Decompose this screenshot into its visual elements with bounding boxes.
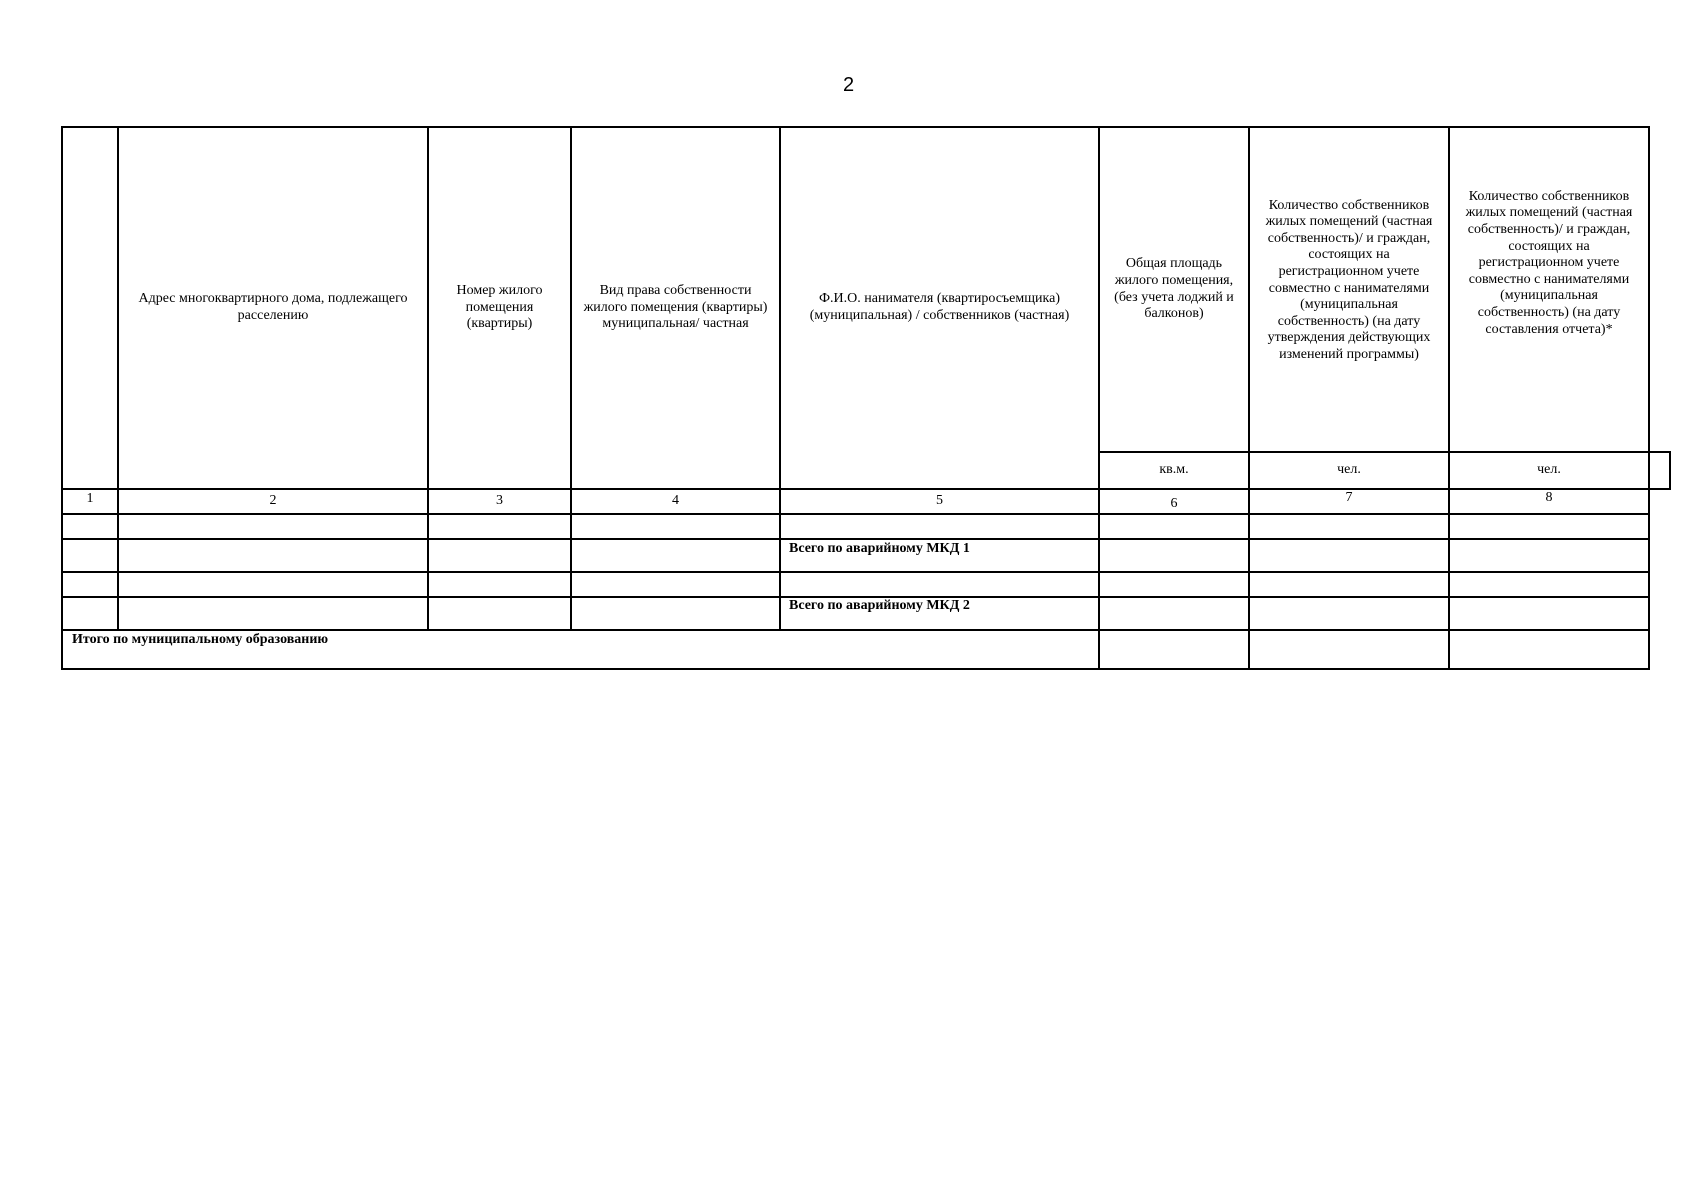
table-border-left [61,126,63,670]
grand-total-label: Итого по муниципальному образованию [72,632,329,647]
total-mkd2-label: Всего по аварийному МКД 2 [789,598,970,613]
table-border-right [1648,126,1650,670]
column-number: 2 [269,493,277,508]
header-apartment-number: Номер жилого помещения (квартиры) [456,283,543,332]
header-ownership-type: Вид права собственности жилого помещения (квартиры) муниципальная/ частная [583,283,768,332]
unit-area: кв.м. [1159,462,1189,478]
row-mkd2-bottom [61,629,1650,631]
column-number: 5 [936,493,943,508]
header-owners-count-report: Количество собственников жилых помещений (частная собственность)/ и граждан, состоящих на регистрационном учете совместно с нанимателями (муниципальная собственность) (на дату составления отчета)* [1465,188,1633,337]
column-number: 4 [672,493,679,508]
header-address: Адрес многоквартирного дома, подлежащего расселению [138,291,408,323]
column-number: 8 [1545,490,1553,505]
column-number: 3 [496,493,503,508]
column-number: 1 [86,491,94,506]
header-tenant-name: Ф.И.О. нанимателя (квартиросъемщика) (муниципальная) / собственников (частная) [809,291,1070,323]
header-total-area: Общая площадь жилого помещения, (без учета лоджий и балконов) [1114,256,1234,322]
column-number: 6 [1170,496,1178,511]
column-number: 7 [1345,490,1353,505]
units-row-right [1669,451,1671,490]
row-mkd1-bottom [61,571,1650,573]
page-number: 2 [842,74,855,96]
total-mkd1-label: Всего по аварийному МКД 1 [789,541,970,556]
row-a-bottom [61,538,1650,540]
header-owners-count-approval: Количество собственников жилых помещений (частная собственность)/ и граждан, состоящих на регистрационном учете совместно с нанимателями (муниципальная собственность) (на дату утверждения действующих изменений программы) [1265,197,1433,362]
numbers-row-bottom [61,513,1650,515]
unit-people-approval: чел. [1337,462,1361,478]
unit-people-report: чел. [1537,462,1561,478]
table-border-bottom [61,668,1650,670]
